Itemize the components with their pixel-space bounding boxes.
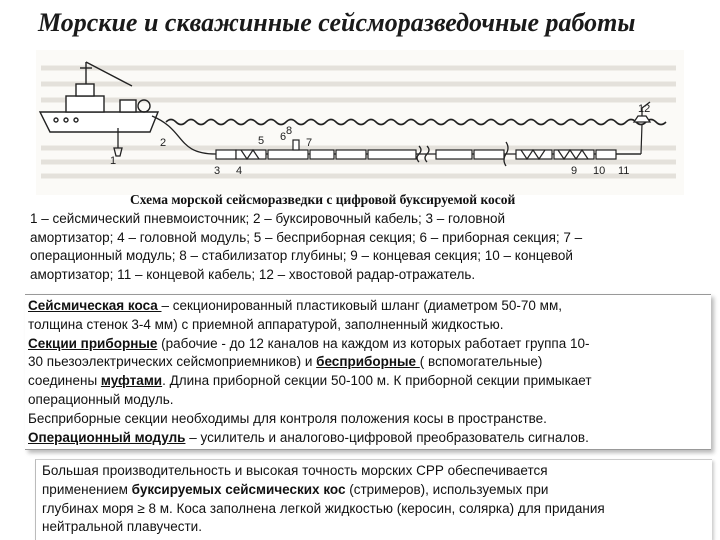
diagram-label-6: 6 — [280, 131, 287, 143]
text-span: . Длина приборной секции 50-100 м. К приборной секции примыкает — [162, 373, 592, 389]
text-line: нейтральной плавучести. — [42, 519, 202, 535]
text-line: глубинах моря ≥ 8 м. Коса заполнена легкой жидкостью (керосин, солярка) для придания — [42, 500, 605, 516]
diagram-label-7: 7 — [306, 137, 313, 149]
text-span: (стримеров), используемых при — [345, 481, 549, 497]
water-surface — [166, 120, 666, 125]
diagram-label-10: 10 — [593, 165, 606, 177]
caption-title: Схема морской сейсморазведки с цифровой буксируемой косой — [130, 192, 516, 207]
streamer-definition-panel — [25, 294, 711, 450]
term-operational-module: Операционный модуль — [28, 429, 186, 445]
streamer-diagram-svg — [36, 50, 684, 195]
caption-legend — [30, 210, 702, 284]
ship — [40, 62, 158, 132]
text-line — [28, 297, 710, 316]
text-span: соединены — [28, 373, 101, 389]
productivity-panel — [35, 459, 712, 540]
caption-line: операционный модуль; 8 – стабилизатор глубины; 9 – концевая секция; 10 – концевой — [30, 248, 573, 263]
page-title: Морские и скважинные сейсморазведочные работы — [38, 8, 636, 37]
term-towed-streamers: буксируемых сейсмических кос — [131, 481, 346, 497]
depth-stabilizer — [293, 140, 299, 150]
text-span: применением — [42, 481, 132, 497]
term-couplings: муфтами — [100, 373, 163, 389]
text-line: толщина стенок 3-4 мм) с приемной аппаратурой, заполненный жидкостью. — [28, 316, 504, 332]
diagram-label-11: 11 — [618, 165, 630, 177]
caption-line: амортизатор; 11 – концевой кабель; 12 – хвостовой радар-отражатель. — [30, 266, 476, 282]
term-instrument-sections: Секции приборные — [28, 335, 158, 351]
caption-line: 1 – сейсмический пневмоисточник; 2 – буксировочный кабель; 3 – головной — [30, 211, 506, 226]
text-span: – секционированный пластиковый шланг (диаметром 50-70 мм, — [161, 298, 562, 313]
caption-line: амортизатор; 4 – головной модуль; 5 – бесприборная секция; 6 – приборная секция; 7 – — [30, 229, 583, 245]
diagram-label-4: 4 — [236, 165, 243, 177]
text-line — [28, 372, 710, 391]
text-line — [28, 429, 710, 448]
diagram-labels — [110, 103, 650, 177]
streamer-diagram — [36, 50, 684, 195]
text-line: Бесприборные секции необходимы для контроля положения косы в пространстве. — [28, 410, 547, 426]
diagram-label-5: 5 — [258, 135, 265, 147]
text-line — [42, 481, 712, 500]
text-span: ( вспомогательные) — [419, 354, 543, 370]
term-non-instrument: бесприборные — [316, 354, 420, 370]
text-line — [28, 335, 710, 354]
diagram-label-9: 9 — [571, 165, 578, 177]
diagram-label-12: 12 — [638, 103, 651, 115]
diagram-label-2: 2 — [160, 137, 167, 149]
diagram-label-1: 1 — [110, 155, 117, 167]
text-span: – усилитель и аналогово-цифровой преобразователь сигналов. — [185, 429, 589, 445]
diagram-label-3: 3 — [214, 165, 221, 177]
diagram-label-8: 8 — [286, 125, 293, 137]
text-span: 30 пьезоэлектрических сейсмоприемников) и — [28, 354, 317, 370]
term-streamer: Сейсмическая коса — [28, 298, 162, 313]
text-line: Большая производительность и высокая точность морских СРР обеспечивается — [42, 463, 548, 478]
text-line — [28, 353, 710, 372]
text-span: (рабочие - до 12 каналов на каждом из которых работает группа 10- — [157, 335, 590, 351]
text-line: операционный модуль. — [28, 391, 174, 407]
